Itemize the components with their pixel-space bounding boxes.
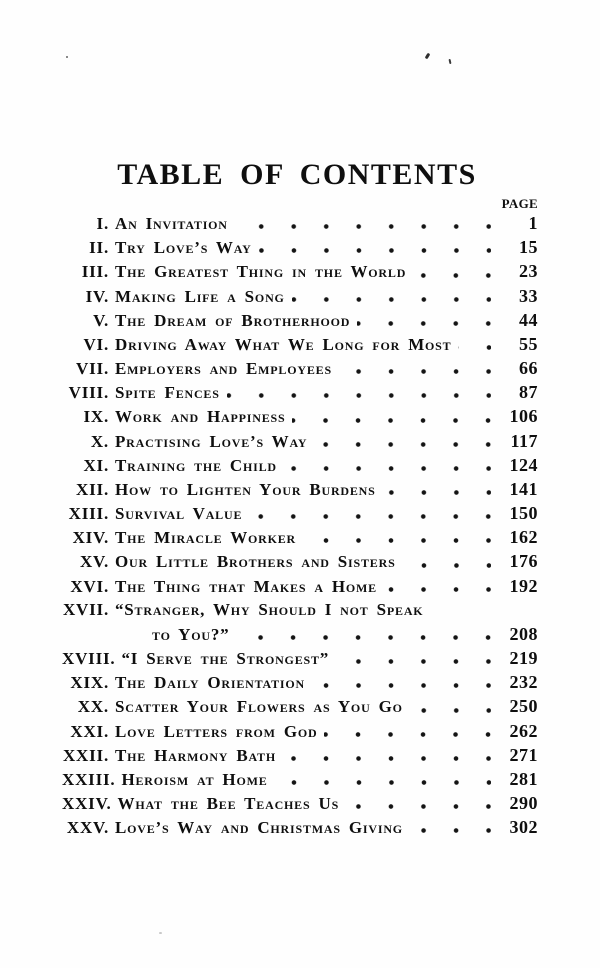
toc-entry-page: 162	[509, 527, 538, 548]
toc-entry	[62, 694, 538, 718]
dot-leader	[229, 622, 496, 646]
toc-entry-page: 44	[519, 309, 538, 330]
toc-entry-page: 66	[519, 358, 538, 379]
toc-entry-numeral: XIX.	[70, 673, 109, 693]
toc-entry	[62, 525, 538, 549]
toc-entry	[62, 574, 538, 598]
dot-leader	[396, 549, 496, 573]
dot-leader	[329, 646, 496, 670]
toc-entry-numeral: XI.	[83, 455, 109, 475]
toc-entry-page: 117	[510, 430, 538, 451]
toc-entry	[62, 791, 538, 815]
toc-entry	[62, 235, 538, 259]
toc-entry-title: Survival Value	[115, 504, 243, 524]
toc-entry-page: 124	[509, 454, 538, 475]
toc-entry-title: Work and Happiness	[115, 407, 286, 427]
dot-leader	[350, 308, 496, 332]
toc-entry	[62, 815, 538, 839]
toc-entry-title: Employers and Employees	[115, 359, 332, 379]
toc-entry	[62, 743, 538, 767]
toc-entry	[62, 598, 538, 622]
toc-entry-page: 219	[509, 648, 538, 669]
toc-entry-numeral: XVIII.	[62, 649, 116, 669]
scan-speck	[159, 932, 162, 934]
toc-entry-page: 232	[509, 672, 538, 693]
toc-entry-numeral: XIV.	[72, 528, 109, 548]
dot-leader	[220, 380, 496, 404]
toc-entry-page: 192	[509, 575, 538, 596]
toc-entry-title: Spite Fences	[115, 383, 220, 403]
toc-entry-page: 55	[519, 333, 538, 354]
dot-leader	[296, 525, 496, 549]
dot-leader	[268, 767, 496, 791]
toc-entry-numeral: XII.	[76, 479, 109, 499]
scan-speck	[449, 59, 452, 64]
scan-speck	[66, 56, 68, 58]
dot-leader	[285, 404, 496, 428]
toc-entry-numeral: X.	[90, 431, 109, 451]
toc-entry-title: The Miracle Worker	[115, 528, 296, 548]
toc-list	[62, 211, 538, 839]
dot-leader	[403, 694, 496, 718]
dot-leader	[276, 743, 496, 767]
dot-leader	[339, 791, 496, 815]
toc-entry-title: The Greatest Thing in the World	[115, 262, 407, 282]
toc-entry-title: Making Life a Song	[115, 286, 285, 306]
toc-entry-numeral: XX.	[77, 697, 109, 717]
toc-entry-numeral: XVI.	[70, 576, 109, 596]
toc-entry	[62, 356, 538, 380]
toc-entry-numeral: XIII.	[68, 504, 109, 524]
toc-entry-numeral: III.	[81, 262, 109, 282]
dot-leader	[451, 332, 496, 356]
toc-entry	[62, 404, 538, 428]
toc-entry-page: 262	[509, 720, 538, 741]
toc-entry-numeral: V.	[93, 310, 109, 330]
toc-entry-numeral: XV.	[79, 552, 109, 572]
dot-leader	[305, 670, 496, 694]
toc-entry-page: 23	[519, 261, 538, 282]
dot-leader	[307, 429, 496, 453]
toc-entry	[62, 308, 538, 332]
toc-entry-numeral: I.	[96, 214, 109, 233]
toc-entry-numeral: VII.	[76, 359, 109, 379]
toc-entry-numeral: II.	[89, 238, 109, 258]
dot-leader	[376, 477, 496, 501]
toc-entry	[62, 501, 538, 525]
toc-entry	[62, 332, 538, 356]
toc-entry-title: The Daily Orientation	[115, 673, 305, 693]
toc-entry-title-line2: to You?”	[152, 624, 230, 644]
toc-entry-title: How to Lighten Your Burdens	[115, 479, 376, 499]
toc-entry-page: 87	[519, 382, 538, 403]
toc-entry-title: Heroism at Home	[121, 769, 268, 789]
toc-entry	[62, 284, 538, 308]
toc-entry	[62, 477, 538, 501]
toc-entry-page: 281	[509, 768, 538, 789]
toc-entry-title: The Thing that Makes a Home	[115, 576, 377, 596]
toc-entry-numeral: VI.	[83, 334, 109, 354]
toc-entry-page: 15	[519, 237, 538, 258]
toc-entry-title: “I Serve the Strongest”	[121, 649, 330, 669]
toc-entry-page: 208	[509, 623, 538, 644]
toc-entry	[62, 549, 538, 573]
toc-entry-page: 176	[509, 551, 538, 572]
dot-leader	[332, 356, 496, 380]
dot-leader	[377, 574, 496, 598]
toc-entry-page: 290	[509, 793, 538, 814]
toc-entry	[62, 453, 538, 477]
toc-entry	[62, 670, 538, 694]
toc-entry-numeral: XXIII.	[62, 769, 116, 789]
toc-entry-page: 302	[509, 817, 538, 838]
toc-entry-title: Love’s Way and Christmas Giving	[115, 818, 403, 838]
toc-entry-page: 271	[509, 744, 538, 765]
dot-leader	[277, 453, 496, 477]
toc-entry-numeral: IX.	[83, 407, 109, 427]
toc-entry	[62, 429, 538, 453]
scan-speck	[425, 53, 431, 60]
toc-entry-page: 33	[519, 285, 538, 306]
toc-entry-title: Training the Child	[115, 455, 277, 475]
toc-entry-numeral: VIII.	[68, 383, 109, 403]
toc-entry-title: Driving Away What We Long for Most	[115, 334, 452, 354]
dot-leader	[317, 719, 496, 743]
dot-leader	[242, 501, 496, 525]
dot-leader	[285, 284, 496, 308]
dot-leader	[252, 235, 496, 259]
dot-leader	[403, 815, 496, 839]
dot-leader	[228, 211, 496, 235]
toc-entry-page: 250	[509, 696, 538, 717]
toc-entry-numeral: IV.	[85, 286, 109, 306]
toc-entry-page: 150	[509, 503, 538, 524]
toc-entry	[62, 259, 538, 283]
toc-entry-title: The Harmony Bath	[115, 745, 276, 765]
toc-entry-page: 141	[509, 478, 538, 499]
toc-entry-title: Scatter Your Flowers as You Go	[115, 697, 403, 717]
toc-entry-title: An Invitation	[115, 214, 228, 233]
toc-entry	[62, 719, 538, 743]
toc-entry-numeral: XXIV.	[62, 794, 112, 814]
toc-entry-title: Love Letters from God	[115, 721, 318, 741]
toc-entry-title: The Dream of Brotherhood	[115, 310, 351, 330]
toc-entry-title: Our Little Brothers and Sisters	[115, 552, 396, 572]
toc-entry-numeral: XVII.	[62, 599, 109, 619]
toc-entry-numeral: XXV.	[66, 818, 109, 838]
toc-entry-continuation	[62, 622, 538, 646]
page-title: TABLE OF CONTENTS	[117, 158, 477, 191]
toc-entry	[62, 646, 538, 670]
toc-entry	[62, 380, 538, 404]
toc-entry-title: What the Bee Teaches Us	[117, 794, 340, 814]
toc-entry-numeral: XXII.	[62, 745, 109, 765]
toc-entry	[62, 211, 538, 235]
toc-entry	[62, 767, 538, 791]
toc-entry-title: Try Love’s Way	[115, 238, 252, 258]
toc-entry-page: 106	[509, 406, 538, 427]
toc-entry-numeral: XXI.	[70, 721, 109, 741]
page-column-label: PAGE	[501, 196, 538, 211]
dot-leader	[406, 259, 496, 283]
toc-entry-title: “Stranger, Why Should I not Speak	[115, 599, 424, 619]
toc-entry-page: 1	[528, 213, 538, 233]
toc-entry-title: Practising Love’s Way	[115, 431, 308, 451]
